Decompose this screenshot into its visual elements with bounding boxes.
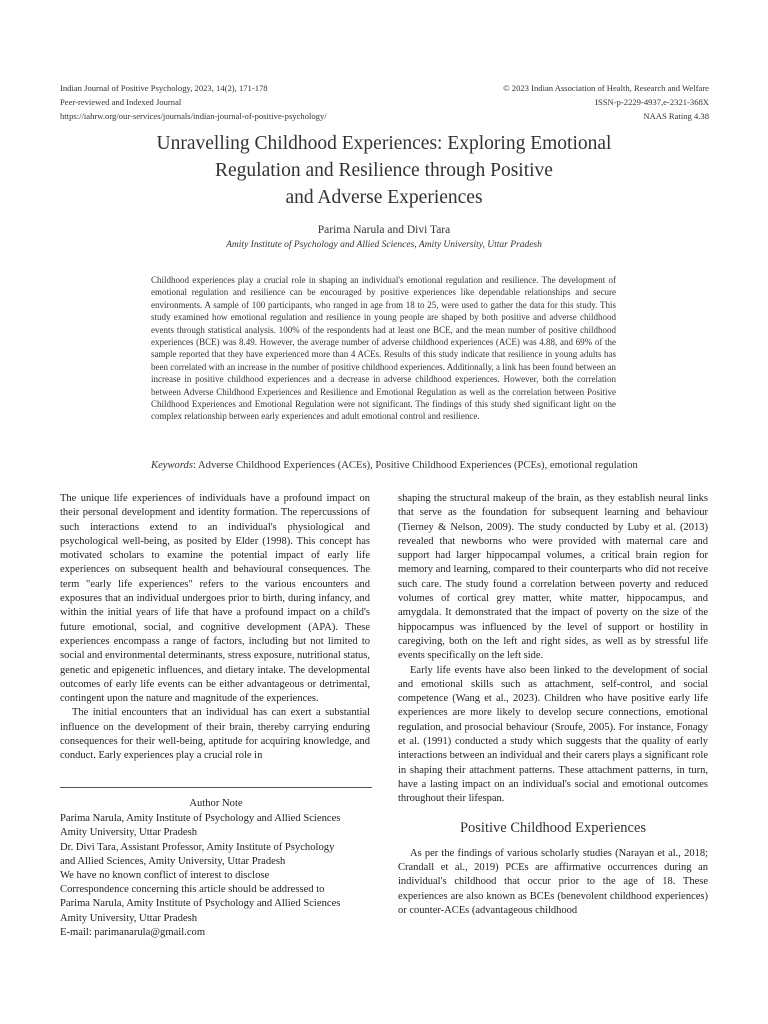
title-line: Regulation and Resilience through Positive (215, 160, 553, 181)
author-note-line: We have no known conflict of interest to disclose (60, 870, 270, 882)
right-column (398, 492, 708, 918)
issn: ISSN-p-2229-4937,e-2321-368X (595, 97, 709, 107)
author-note-line: Correspondence concerning this article should be addressed to (60, 884, 325, 896)
journal-citation: Indian Journal of Positive Psychology, 2023, 14(2), 171-178 (60, 83, 268, 93)
journal-header-left (60, 81, 327, 123)
author-note-line: Dr. Divi Tara, Assistant Professor, Amity Institute of Psychology (60, 841, 335, 853)
copyright: © 2023 Indian Association of Health, Research and Welfare (503, 83, 709, 93)
body-paragraph: shaping the structural makeup of the brain, as they establish neural links that serve as the foundation for subsequent learning and behaviour (Tierney & Nelson, 2009). The study conducted by Luby et al. (2013) revealed that newborns who were provided with maternal care and support had larger hippocampal volumes, a critical brain region for memory and learning, compared to their counterparts who did not receive such care. The study found a correlation between poverty and reduced volumes of cortical grey matter, white matter, hippocampus, and amygdala. It demonstrated that the impact of poverty on the size of the hippocampus was influenced by the level of support or hostility in caregiving, both on the left and right sides, as well as by stressful life events specifically on the left side. (398, 493, 708, 662)
title-line: Unravelling Childhood Experiences: Exploring Emotional (156, 133, 612, 154)
keywords-label: Keywords (151, 460, 193, 471)
peer-review-note: Peer-reviewed and Indexed Journal (60, 97, 182, 107)
body-paragraph: Early life events have also been linked to the development of social and emotional skills such as attachment, self-control, and social competence (Wang et al., 2023). Children who have positive early life experiences are more likely to develop secure connections, emotional regulation, and prosocial behaviour (Sroufe, 2005). For instance, Fonagy et al. (1991) conducted a study which suggests that the quality of early interactions between an individual and their carers plays a significant role in shaping their attachment patterns. These attachment patterns, in turn, have a lasting impact on an individual's social and emotional outcomes throughout their lifespan. (398, 664, 708, 805)
section-heading: Positive Childhood Experiences (459, 819, 647, 836)
body-paragraph: As per the findings of various scholarly studies (Narayan et al., 2018; Crandall et al., 2019) PCEs are affirmative occurrences during an individual's childhood that occur prior to the age of 18. These experiences are also known as BCEs (benevolent childhood experiences) or counter-ACEs (advantageous childhood (398, 847, 708, 917)
left-column (60, 492, 370, 764)
author-note-title: Author Note (189, 798, 243, 809)
author-note-line: Parima Narula, Amity Institute of Psychology and Allied Sciences (60, 898, 341, 910)
keywords-text: : Adverse Childhood Experiences (ACEs), Positive Childhood Experiences (PCEs), emotional regulation (192, 460, 638, 471)
naas-rating: NAAS Rating 4.38 (643, 111, 709, 121)
abstract: Childhood experiences play a crucial role in shaping an individual's emotional regulation and resilience. The development of emotional regulation and resilience can be encouraged by positive experiences like dependable relationships and secure environments. A sample of 100 participants, who ranged in age from 18 to 25, were used to gather the data for this study. This study examined how emotional regulation and resilience in young people are shaped by both positive and adverse childhood events through statistical analysis. 100% of the respondents had at least one BCE, and the mean number of positive childhood experiences (BCE) was 8.49. However, the average number of adverse childhood experiences (ACE) was 4.88, and 69% of the sample reported that they have experienced more than 4 ACEs. Results of this study indicate that resilience in young adults has been correlated with an increase in the number of positive childhood experiences. Additionally, a link has been found between an increase in positive childhood experiences and a decrease in adverse childhood experiences. However, both the correlation between Adverse Childhood Experiences and Resilience and Emotional Regulation as well as the correlation between Positive Childhood Experiences and Emotional Regulation were not significant. The findings of this study shed significant light on the complex relationship between early experiences and adult emotional control and resilience. (151, 275, 617, 422)
keywords (151, 460, 711, 471)
author-note-line: and Allied Sciences, Amity University, Uttar Pradesh (60, 855, 286, 867)
author-note-line: Parima Narula, Amity Institute of Psychology and Allied Sciences (60, 813, 341, 825)
body-paragraph: The initial encounters that an individual has can exert a substantial influence on the development of their brain, thereby carrying enduring consequences for their well-being, aptitude for acquiring knowledge, and conduct. Early experiences play a crucial role in (60, 707, 370, 762)
paper-title (60, 130, 708, 211)
author-affiliation: Amity Institute of Psychology and Allied Sciences, Amity University, Uttar Pradesh (226, 240, 542, 250)
author-names: Parima Narula and Divi Tara (317, 224, 451, 236)
body-paragraph: The unique life experiences of individuals have a profound impact on their personal development and identity formation. The repercussions of such interactions extend to an individual's physiological and psychological well-being, as posited by Elder (1998). This concept has motivated scholars to examine the potential impact of early life experiences on subsequent health and behavioural consequences. The term "early life experiences" refers to the various encounters and exposures that an individual undergoes prior to birth, during infancy, and within the initial years of life that have a profound impact on a child's future emotional, social, and cognitive development (APA). These experiences encompass a range of factors, including but not limited to social and environmental determinants, stress exposure, nutritional status, genetic and epigenetic influences, and dietary intake. The developmental outcomes of early life events can be either advantageous or detrimental, contingent upon the nature and magnitude of the experiences. (60, 493, 370, 705)
author-email: E-mail: parimanarula@gmail.com (60, 926, 206, 938)
author-note-divider (60, 787, 372, 788)
title-line: and Adverse Experiences (285, 187, 483, 208)
author-note (60, 797, 372, 940)
journal-header-right (503, 81, 709, 123)
journal-url: https://iahrw.org/our-services/journals/indian-journal-of-positive-psychology/ (60, 111, 327, 121)
author-note-line: Amity University, Uttar Pradesh (60, 827, 198, 839)
author-note-line: Amity University, Uttar Pradesh (60, 912, 198, 924)
